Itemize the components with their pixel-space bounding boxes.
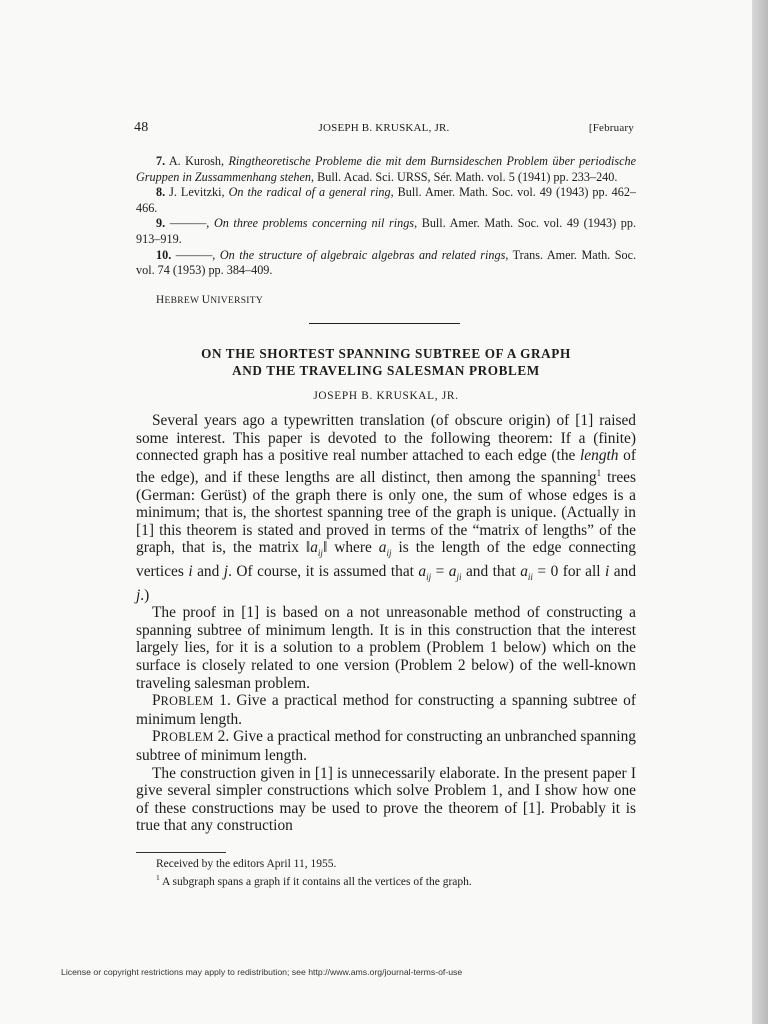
reference-source: , Bull. Acad. Sci. URSS, Sér. Math. vol. 5 (1941) pp. 233–240. — [311, 169, 618, 184]
received-note: Received by the editors April 11, 1955. — [156, 858, 337, 870]
reference-number: 8. — [156, 185, 166, 200]
title-line-1: ON THE SHORTEST SPANNING SUBTREE OF A GRAPH — [201, 346, 571, 361]
problem-1: PROBLEM 1. Give a practical method for constructing a spanning subtree of minimum length. — [136, 692, 636, 728]
title-line-2: AND THE TRAVELING SALESMAN PROBLEM — [232, 363, 540, 378]
reference-author: J. Levitzki, — [169, 185, 229, 200]
issue-month: [February — [588, 122, 634, 134]
page-edge — [752, 0, 768, 1024]
footnotes — [136, 857, 636, 890]
section-divider — [309, 323, 460, 324]
reference-title: Ringtheoretische Probleme die mit dem Burnsideschen Problem über periodische Gruppen in Zussammenhang stehen — [136, 154, 636, 184]
reference-source: , Bull. Amer. Math. Soc. vol. 49 (1943) pp. 462–466. — [136, 185, 637, 215]
footnote-divider — [136, 852, 226, 853]
reference-author: A. Kurosh, — [168, 154, 229, 168]
reference-item — [136, 216, 636, 247]
reference-author: ———, — [175, 247, 220, 262]
article-title — [136, 345, 636, 379]
reference-source: , Bull. Amer. Math. Soc. vol. 49 (1943) pp. 913–919. — [136, 216, 636, 246]
reference-title: On the radical of a general ring — [228, 185, 391, 200]
license-notice: License or copyright restrictions may apply to redistribution; see http://www.ams.org/journal-terms-of-use — [61, 967, 463, 977]
reference-source: , Trans. Amer. Math. Soc. vol. 74 (1953) pp. 384–409. — [136, 247, 637, 278]
page-number: 48 — [134, 120, 149, 135]
reference-number: 7. — [156, 154, 166, 168]
article-author: JOSEPH B. KRUSKAL, JR. — [313, 390, 459, 402]
running-author: JOSEPH B. KRUSKAL, JR. — [318, 122, 450, 134]
paragraph-2: The proof in [1] is based on a not unreasonable method of constructing a spanning subtree of minimum length. It is in this construction that the interest largely lies, for it is a solution to a problem (Problem 1 below) which on the surface is closely related to one version (Problem 2 below) of the well-known traveling salesman problem. — [136, 604, 636, 692]
reference-title: On the structure of algebraic algebras and related rings — [219, 247, 506, 262]
affiliation: HEBREW UNIVERSITY — [156, 294, 264, 306]
article-body — [136, 412, 636, 835]
paragraph-3: The construction given in [1] is unnecessarily elaborate. In the present paper I give several simpler constructions which solve Problem 1, and I show how one of these constructions may be used to prove the theorem of [1]. Probably it is true that any construction — [136, 764, 636, 835]
reference-item — [136, 185, 636, 216]
reference-number: 9. — [156, 216, 166, 231]
running-header — [134, 122, 634, 138]
reference-item — [136, 154, 636, 185]
paragraph-1: Several years ago a typewritten translation (of obscure origin) of [1] raised some interest. This paper is devoted to the following theorem: If a (finite) connected graph has a positive real number attached to each edge (the length of the edge), and if these lengths are all distinct, then among the spanning$^1$ trees (German: Gerüst) of the graph there is only one, the sum of whose edges is a minimum; that is, the shortest spanning tree of the graph is unique. (Actually in [1] this theorem is stated and proved in terms of the “matrix of lengths” of the graph, that is, the matrix $‖a_{ij}‖$ where $a_{ij}$ is the length of the edge connecting vertices i and j. Of course, it is assumed that $a_{ij} = a_{ji}$ and that $a_{ii} = 0$ for all i and j.) — [136, 412, 637, 604]
reference-author: ———, — [169, 216, 214, 231]
problem-2: PROBLEM 2. Give a practical method for constructing an unbranched spanning subtree of minimum length. — [136, 728, 636, 764]
footnote-1: $^1$ A subgraph spans a graph if it contains all the vertices of the graph. — [156, 873, 472, 889]
reference-item — [136, 248, 636, 279]
reference-title: On three problems concerning nil rings — [213, 216, 415, 231]
reference-list — [136, 154, 636, 279]
reference-number: 10. — [156, 247, 172, 262]
